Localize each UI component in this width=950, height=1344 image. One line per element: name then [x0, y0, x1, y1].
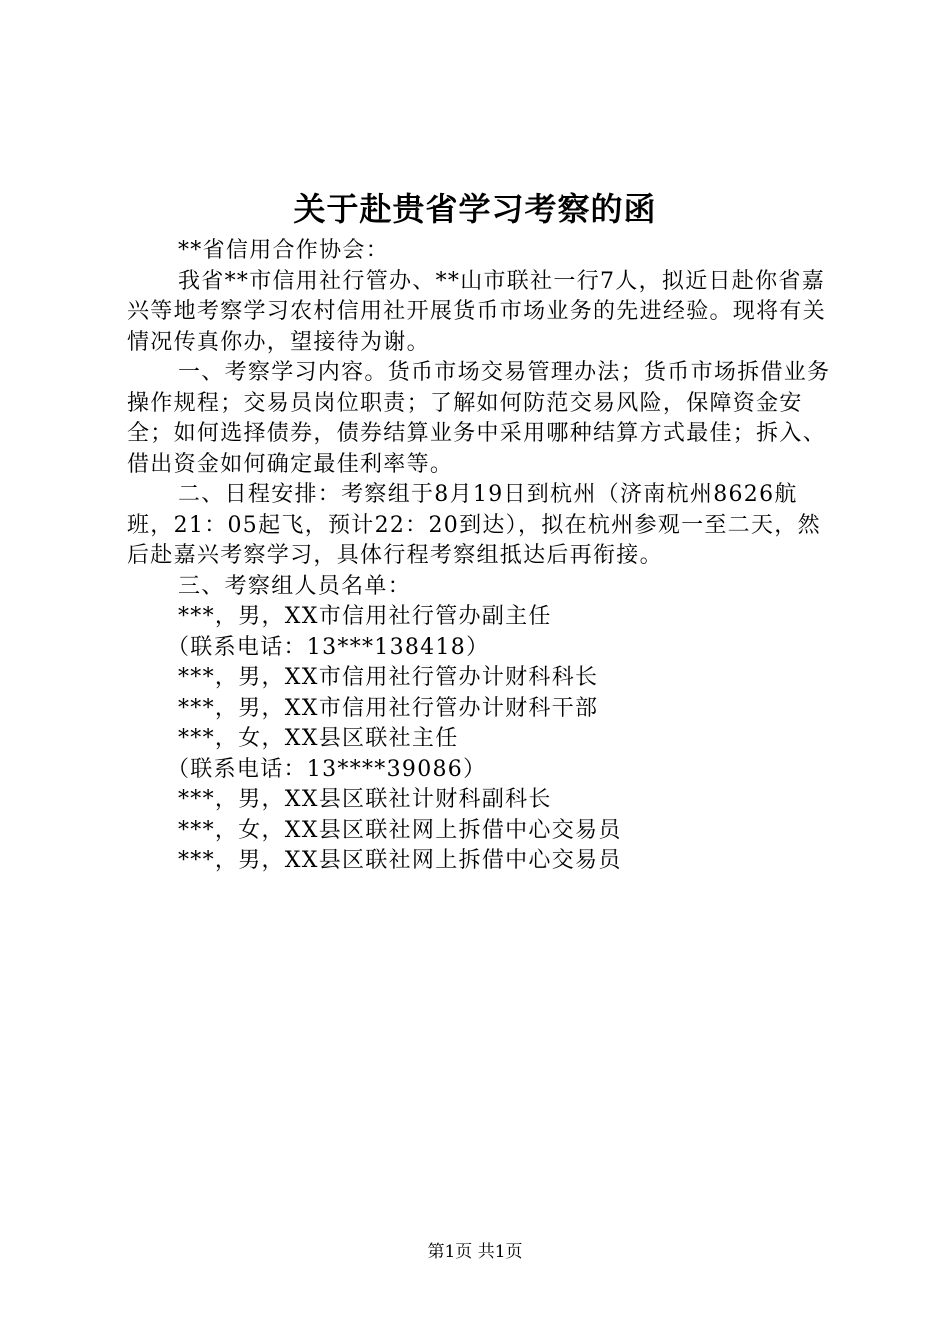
member-line: ***，女，XX县区联社主任 [178, 726, 459, 751]
member-line: ***，男，XX市信用社行管办计财科科长 [178, 665, 599, 690]
document-body [127, 236, 832, 877]
member-phone-line: （联系电话：13***138418） [167, 634, 490, 660]
member-line: ***，女，XX县区联社网上拆借中心交易员 [178, 817, 622, 843]
page-number-footer: 第1页 共1页 [427, 1242, 523, 1262]
paragraph-content: 一、考察学习内容。货币市场交易管理办法；货币市场拆借业务操作规程；交易员岗位职责；了解如何防范交易风险，保障资金安全；如何选择债券，债券结算业务中采用哪种结算方式最佳；拆入、借出资金如何确定最佳利率等。 [127, 360, 831, 477]
member-line: ***，男，XX县区联社计财科副科长 [178, 787, 552, 812]
salutation: **省信用合作协会： [178, 238, 390, 263]
paragraph-schedule: 二、日程安排：考察组于8月19日到杭州（济南杭州8626航班，21：05起飞，预计22：20到达），拟在杭州参观一至二天，然后赴嘉兴考察学习，具体行程考察组抵达后再衔接。 [127, 482, 821, 568]
member-line: ***，男，XX县区联社网上拆借中心交易员 [178, 848, 622, 873]
member-line: ***，男，XX市信用社行管办计财科干部 [178, 695, 599, 721]
member-phone-line: （联系电话：13****39086） [167, 756, 487, 782]
document-title: 关于赴贵省学习考察的函 [293, 190, 657, 228]
paragraph-intro: 我省**市信用社行管办、**山市联社一行7人，拟近日赴你省嘉兴等地考察学习农村信用社开展货币市场业务的先进经验。现将有关情况传真你办，望接待为谢。 [127, 268, 827, 355]
paragraph-members-heading: 三、考察组人员名单： [178, 573, 412, 599]
member-line: ***，男，XX市信用社行管办副主任 [178, 604, 552, 629]
